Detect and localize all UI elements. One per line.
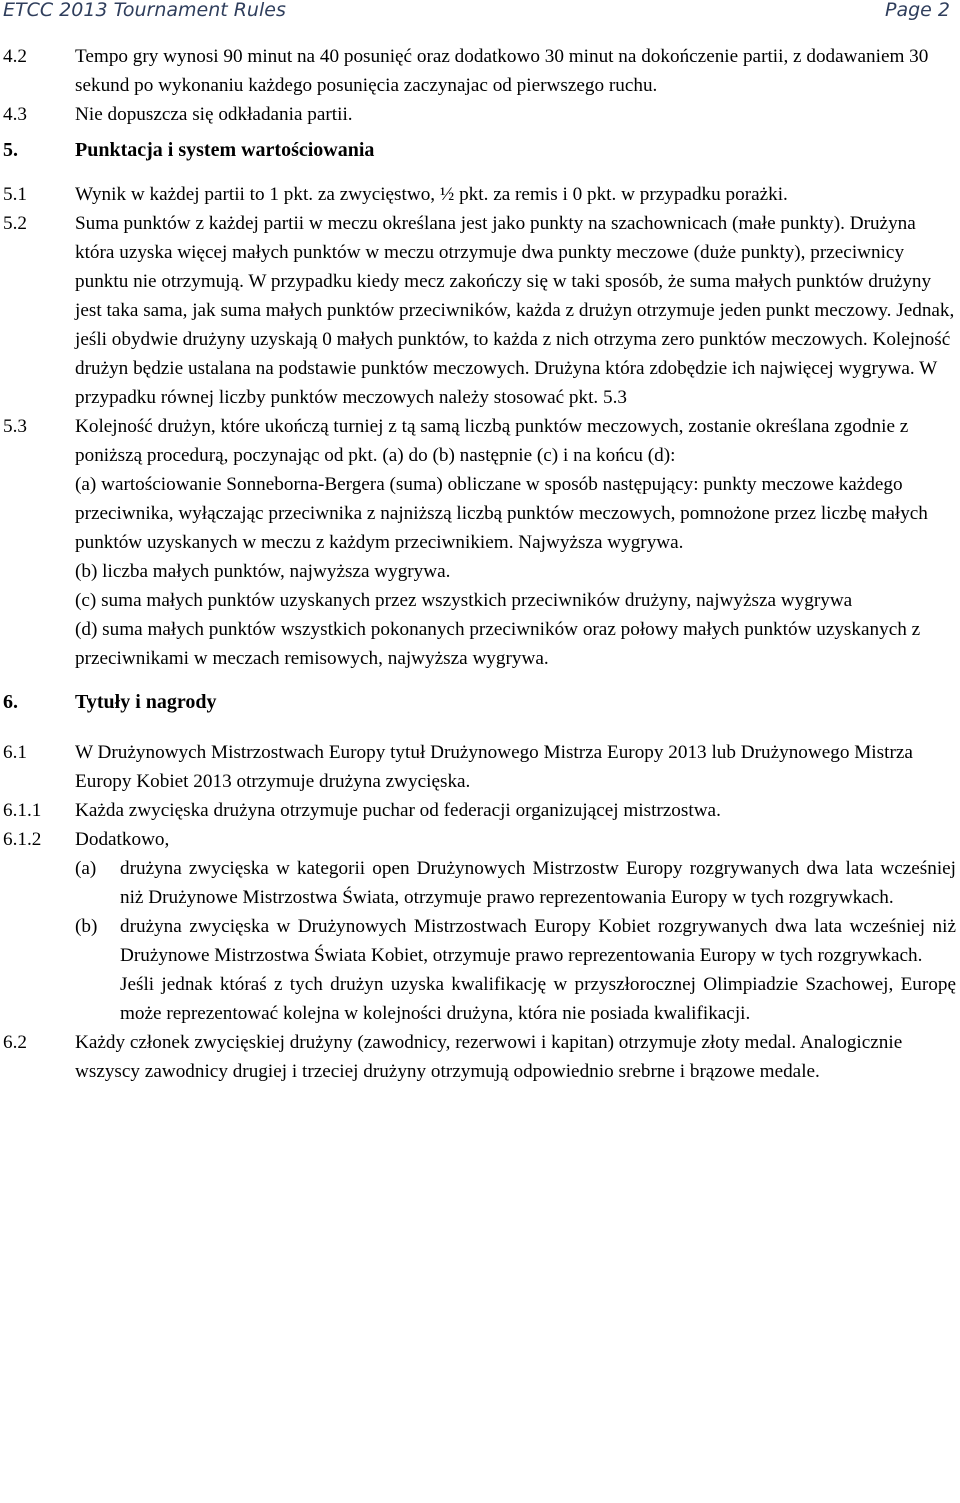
section-title: Punktacja i system wartościowania [75, 139, 375, 161]
section-title: Tytuły i nagrody [75, 691, 217, 713]
sub-item-a [75, 854, 956, 912]
section-6-1-1 [0, 796, 960, 825]
section-number: 5.2 [3, 213, 27, 234]
section-number: 6.1.1 [3, 800, 42, 821]
section-text: Suma punktów z każdej partii w meczu określana jest jako punkty na szachownicach (małe punkty). Drużyna która uzyska więcej małych punktów w meczu otrzymuje dwa punkty meczowe (duże punkty), przeciwnicy punktu nie otrzymują. W przypadku kiedy mecz zakończy się w taki sposób, że suma małych punktów drużyny jest taka sama, jak suma małych punktów przeciwników, każda z drużyn otrzymuje jeden punkt meczowy. Jednak, jeśli obydwie drużyny uzyskają 0 małych punktów, to każda z nich otrzyma zero punktów meczowych. Kolejność drużyn będzie ustalana na podstawie punktów meczowych. Drużyna która zdobędzie ich najwięcej wygrywa. W przypadku równej liczby punktów meczowych należy stosować pkt. 5.3 [75, 213, 955, 408]
section-number: 4.3 [3, 104, 27, 125]
sub-item-b [75, 912, 956, 1028]
section-number: 5. [3, 139, 18, 161]
sub-item-text: drużyna zwycięska w Drużynowych Mistrzostwach Europy Kobiet rozgrywanych dwa lata wcześniej niż Drużynowe Mistrzostwa Świata Kobiet, otrzymuje prawo reprezentowania Europy w tych rozgrywkach. [120, 916, 956, 966]
section-4-3 [0, 100, 960, 129]
section-number: 5.3 [3, 416, 27, 437]
criterion-c: (c) suma małych punktów uzyskanych przez wszystkich przeciwników drużyny, najwyższa wygrywa [75, 590, 853, 611]
section-5-heading [0, 136, 960, 165]
section-5-2 [0, 209, 960, 412]
section-5-1 [0, 180, 960, 209]
criterion-a: (a) wartościowanie Sonneborna-Bergera (suma) obliczane w sposób następujący: punkty meczowe każdego przeciwnika, wyłączając przeciwnika z najniższą liczbą punktów meczowych, pomnożone przez liczbę małych punktów uzyskanych w meczu z każdym przeciwnikiem. Najwyższa wygrywa. [75, 474, 928, 553]
sub-item-label: (a) [75, 858, 97, 879]
criterion-d: (d) suma małych punktów wszystkich pokonanych przeciwników oraz połowy małych punktów uzyskanych z przeciwnikami w meczach remisowych, najwyższa wygrywa. [75, 619, 921, 669]
section-text: Każdy członek zwycięskiej drużyny (zawodnicy, rezerwowi i kapitan) otrzymuje złoty medal. Analogicznie wszyscy zawodnicy drugiej i trzeciej drużyny otrzymują odpowiednio srebrne i brązowe medale. [75, 1032, 903, 1082]
page-number: Page 2 [885, 0, 950, 21]
section-text: Tempo gry wynosi 90 minut na 40 posunięć oraz dodatkowo 30 minut na dokończenie partii, z dodawaniem 30 sekund po wykonaniu każdego posunięcia zaczynajac od pierwszego ruchu. [75, 46, 929, 96]
criterion-b: (b) liczba małych punktów, najwyższa wygrywa. [75, 561, 451, 582]
section-6-1-2 [0, 825, 960, 1028]
sub-item-label: (b) [75, 916, 98, 937]
section-6-1 [0, 738, 960, 796]
document-body [0, 42, 960, 1086]
section-intro: Kolejność drużyn, które ukończą turniej z tą samą liczbą punktów meczowych, zostanie określana zgodnie z poniższą procedurą, poczynając od pkt. (a) do (b) następnie (c) i na końcu (d): [75, 416, 909, 466]
section-number: 6.1 [3, 742, 27, 763]
section-text: Każda zwycięska drużyna otrzymuje puchar od federacji organizującej mistrzostwa. [75, 800, 721, 821]
section-text: Nie dopuszcza się odkładania partii. [75, 104, 353, 125]
section-text: Wynik w każdej partii to 1 pkt. za zwycięstwo, ½ pkt. za remis i 0 pkt. w przypadku porażki. [75, 184, 788, 205]
page-header [0, 0, 960, 26]
section-5-3 [0, 412, 960, 673]
section-number: 5.1 [3, 184, 27, 205]
section-4-2 [0, 42, 960, 100]
section-text: Dodatkowo, [75, 829, 170, 850]
sub-item-text: drużyna zwycięska w kategorii open Drużynowych Mistrzostw Europy rozgrywanych dwa lata wcześniej niż Drużynowe Mistrzostwa Świata, otrzymuje prawo reprezentowania Europy w tych rozgrywkach. [120, 858, 956, 908]
section-number: 6.2 [3, 1032, 27, 1053]
section-number: 6.1.2 [3, 829, 42, 850]
section-6-2 [0, 1028, 960, 1086]
section-text: W Drużynowych Mistrzostwach Europy tytuł Drużynowego Mistrza Europy 2013 lub Drużynowego Mistrza Europy Kobiet 2013 otrzymuje drużyna zwycięska. [75, 742, 913, 792]
document-title: ETCC 2013 Tournament Rules [3, 0, 286, 21]
section-number: 6. [3, 691, 18, 713]
section-number: 4.2 [3, 46, 27, 67]
section-6-heading [0, 688, 960, 717]
sub-item-note: Jeśli jednak któraś z tych drużyn uzyska kwalifikację w przyszłorocznej Olimpiadzie Szachowej, Europę może reprezentować kolejna w kolejności drużyna, która nie posiada kwalifikacji. [120, 974, 956, 1024]
